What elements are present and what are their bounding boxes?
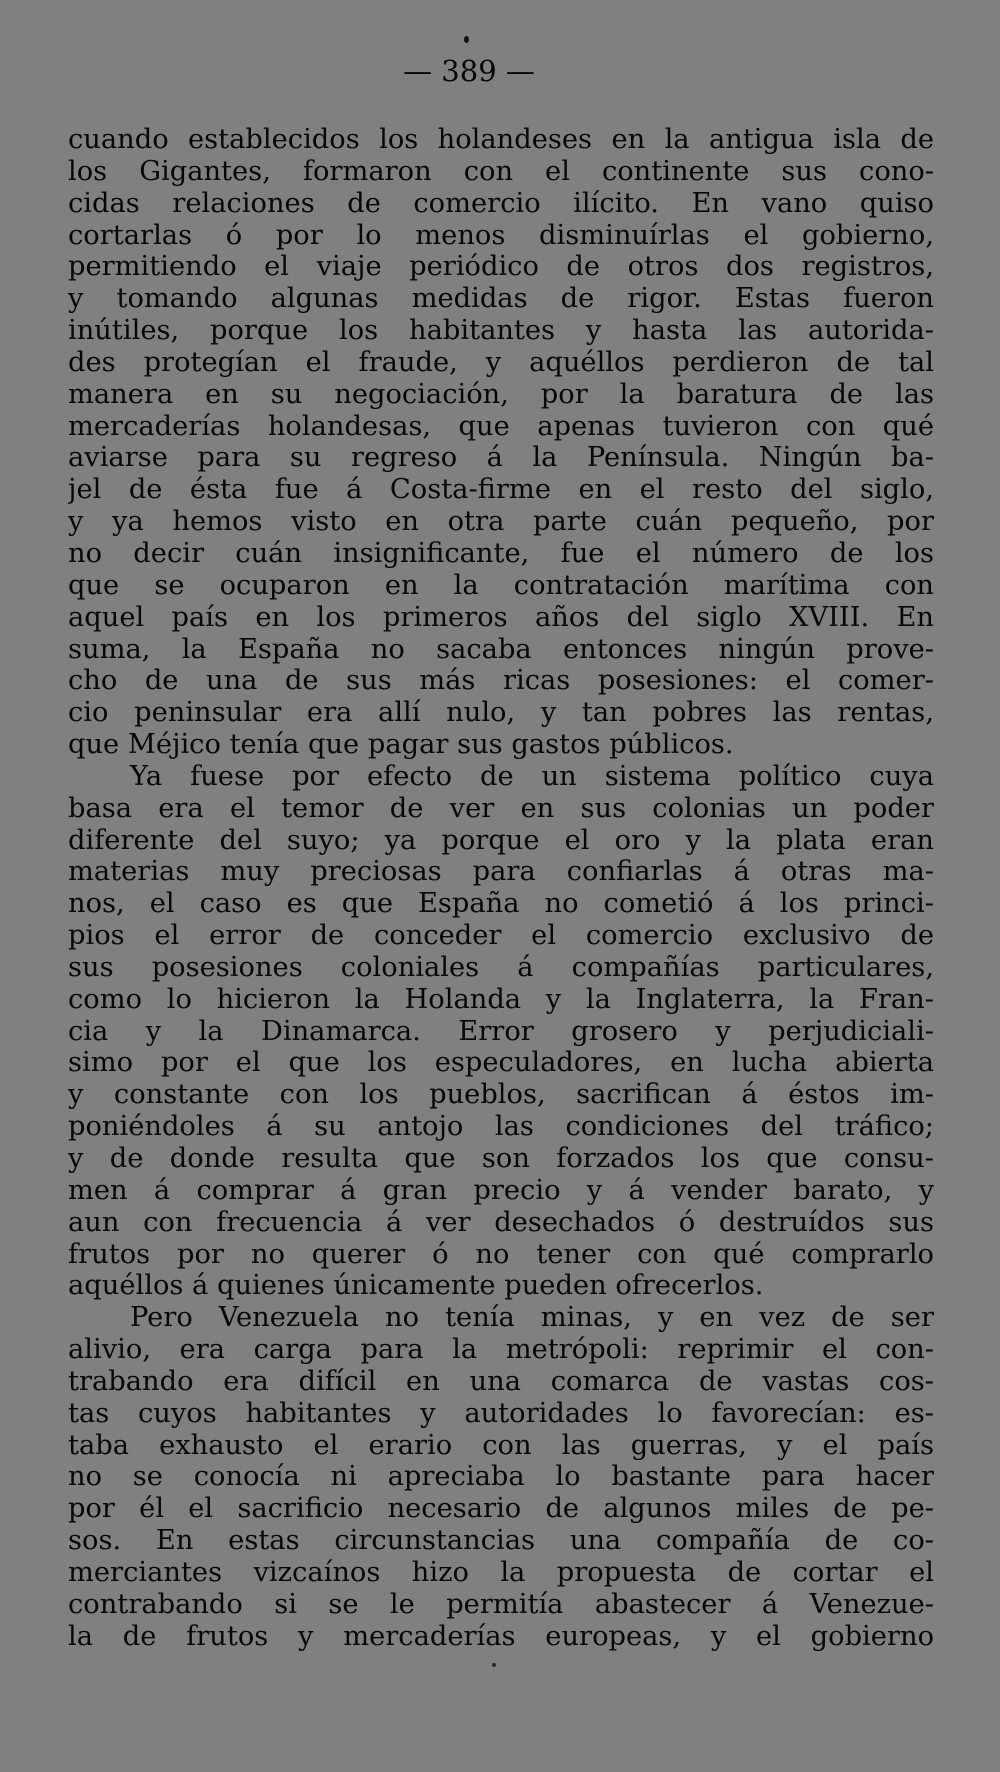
text-line: y tomando algunas medidas de rigor. Estas fueron [68,283,934,315]
ink-speck [464,36,469,43]
text-line: trabando era difícil en una comarca de vastas cos- [68,1365,934,1397]
text-line: cidas relaciones de comercio ilícito. En vano quiso [68,187,934,219]
text-line: inútiles, porque los habitantes y hasta las autorida- [68,315,934,347]
text-line: aviarse para su regreso á la Península. Ningún ba- [68,442,934,474]
text-line: por él el sacrificio necesario de algunos miles de pe- [68,1493,934,1525]
text-line: permitiendo el viaje periódico de otros dos registros, [68,251,934,283]
body-text [68,124,934,1653]
text-line: y constante con los pueblos, sacrifican á éstos im- [68,1079,934,1111]
text-line: no se conocía ni apreciaba lo bastante para hacer [68,1461,934,1493]
text-line: como lo hicieron la Holanda y la Inglaterra, la Fran- [68,983,934,1015]
text-line: Pero Venezuela no tenía minas, y en vez de ser [130,1302,934,1334]
text-line: poniéndoles á su antojo las condiciones del tráfico; [68,1111,934,1143]
text-line: los Gigantes, formaron con el continente sus cono- [68,155,934,187]
text-line: manera en su negociación, por la baratura de las [68,378,934,410]
text-line: diferente del suyo; ya porque el oro y la plata eran [68,824,934,856]
text-line: pios el error de conceder el comercio exclusivo de [68,920,934,952]
text-line: Ya fuese por efecto de un sistema político cuya [130,760,934,792]
text-line: basa era el temor de ver en sus colonias un poder [68,792,934,824]
text-line: cia y la Dinamarca. Error grosero y perjudiciali- [68,1015,934,1047]
text-line: alivio, era carga para la metrópoli: reprimir el con- [68,1334,934,1366]
text-line: sus posesiones coloniales á compañías particulares, [68,951,934,983]
text-line: materias muy preciosas para confiarlas á otras ma- [68,856,934,888]
text-line: men á comprar á gran precio y á vender barato, y [68,1174,934,1206]
text-line: sos. En estas circunstancias una compañía de co- [68,1525,934,1557]
text-line: aquel país en los primeros años del siglo XVIII. En [68,601,934,633]
text-line: que Méjico tenía que pagar sus gastos públicos. [68,729,734,761]
ink-speck [492,1663,496,1667]
text-line: cho de una de sus más ricas posesiones: el comer- [68,665,934,697]
paragraph [68,1302,934,1652]
text-line: aquéllos á quienes únicamente pueden ofrecerlos. [68,1270,764,1302]
text-line: suma, la España no sacaba entonces ningún prove- [68,633,934,665]
text-line: cortarlas ó por lo menos disminuírlas el gobierno, [68,219,934,251]
text-line: nos, el caso es que España no cometió á los princi- [68,888,934,920]
text-line: y ya hemos visto en otra parte cuán pequeño, por [68,506,934,538]
text-line: mercaderías holandesas, que apenas tuvieron con qué [68,410,934,442]
text-line: simo por el que los especuladores, en lucha abierta [68,1047,934,1079]
text-line: no decir cuán insignificante, fue el número de los [68,537,934,569]
text-line: y de donde resulta que son forzados los que consu- [68,1143,934,1174]
text-line: la de frutos y mercaderías europeas, y el gobierno [68,1620,934,1652]
text-line: tas cuyos habitantes y autoridades lo favorecían: es- [68,1397,934,1429]
text-line: que se ocuparon en la contratación marítima con [68,569,934,601]
text-line: jel de ésta fue á Costa-firme en el resto del siglo, [68,474,934,506]
page-header [0,54,1000,88]
text-line: frutos por no querer ó no tener con qué comprarlo [68,1238,934,1270]
page-number: — 389 — [403,54,535,88]
text-line: cuando establecidos los holandeses en la antigua isla de [68,124,934,155]
text-line: aun con frecuencia á ver desechados ó destruídos sus [68,1206,934,1238]
paragraph [68,761,934,1302]
text-line: merciantes vizcaínos hizo la propuesta de cortar el [68,1556,934,1588]
text-line: taba exhausto el erario con las guerras, y el país [68,1429,934,1461]
paragraph [68,124,934,761]
text-line: contrabando si se le permitía abastecer á Venezue- [68,1588,934,1620]
text-line: des protegían el fraude, y aquéllos perdieron de tal [68,346,934,378]
text-line: cio peninsular era allí nulo, y tan pobres las rentas, [68,697,934,729]
